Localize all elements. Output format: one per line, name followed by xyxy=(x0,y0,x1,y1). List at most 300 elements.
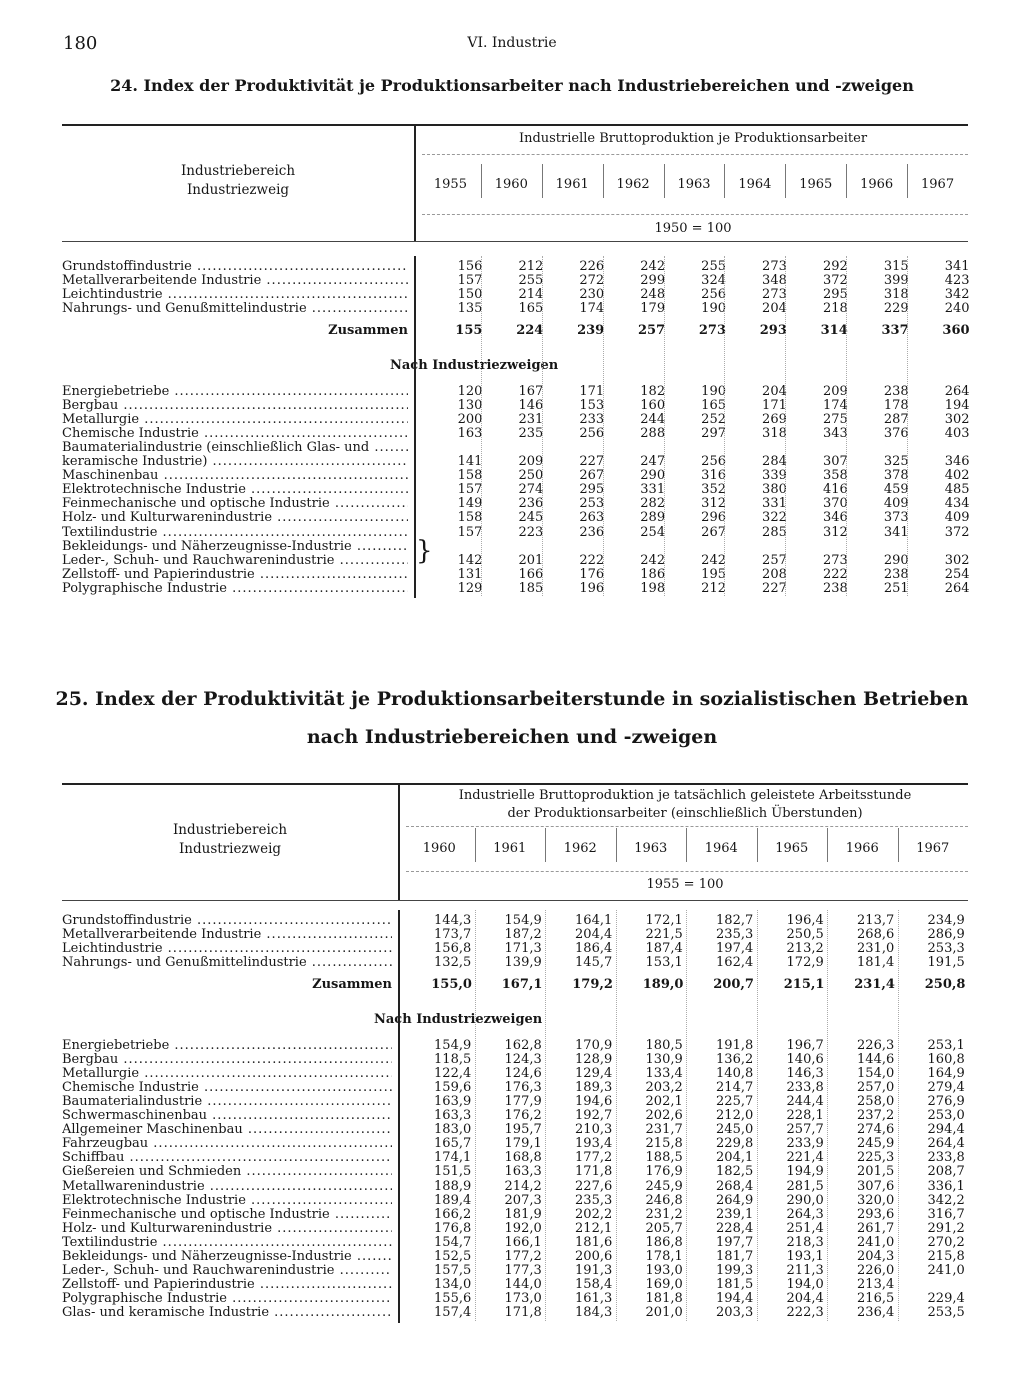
year-header: 1965 xyxy=(799,177,833,192)
cell-value: 322 xyxy=(762,510,787,526)
cell-value: 144,0 xyxy=(504,1277,542,1293)
cell-value: 156,8 xyxy=(434,941,472,957)
cell-value: 209 xyxy=(822,383,848,399)
cell-value: 273 xyxy=(762,259,787,274)
cell-value: 242 xyxy=(640,259,666,274)
year-header: 1962 xyxy=(563,841,597,856)
year-header: 1967 xyxy=(921,177,955,192)
cell-value: 163,3 xyxy=(504,1164,542,1180)
cell-value: 188,5 xyxy=(645,1150,683,1166)
table-row xyxy=(62,1180,968,1194)
table-row xyxy=(62,1053,968,1067)
cell-value: 176,9 xyxy=(645,1164,683,1180)
table-top-rule xyxy=(62,124,968,126)
total-row xyxy=(62,978,968,992)
cell-value: 179,1 xyxy=(504,1136,542,1152)
year-rule xyxy=(422,214,968,215)
cell-value: 181,6 xyxy=(575,1234,613,1250)
cell-value: 166,2 xyxy=(434,1206,472,1222)
cell-value: 245,9 xyxy=(645,1178,683,1194)
cell-value: 120 xyxy=(457,383,483,399)
column-separator xyxy=(545,910,546,1321)
cell-value: 348 xyxy=(762,273,787,289)
year-header: 1963 xyxy=(634,841,668,856)
row-label: Zellstoff- und Papierindustrie ..... xyxy=(62,1278,392,1292)
cell-value: 315 xyxy=(883,259,909,274)
row-label: Baumaterialindustrie (einschließlich Glas- und ..... xyxy=(62,441,408,455)
table-row xyxy=(62,427,968,441)
cell-value: 236 xyxy=(579,524,605,540)
column-separator xyxy=(898,910,899,1321)
cell-value: 293,6 xyxy=(857,1206,895,1222)
cell-value: 172,1 xyxy=(645,913,683,928)
cell-value: 194,9 xyxy=(786,1164,824,1180)
cell-value: 257 xyxy=(762,552,787,568)
cell-value: 153,1 xyxy=(645,955,683,971)
cell-value: 256 xyxy=(701,454,726,469)
cell-value: 287 xyxy=(883,411,909,427)
cell-value: 181,8 xyxy=(645,1291,683,1307)
cell-value: 185 xyxy=(518,580,544,596)
cell-value: 179,2 xyxy=(572,977,613,993)
year-header: 1963 xyxy=(677,177,711,192)
cell-value: 195 xyxy=(701,566,726,582)
cell-value: 485 xyxy=(944,482,970,498)
table-row xyxy=(62,260,968,274)
cell-value: 227 xyxy=(762,580,787,596)
stub-header-zweig: Industriezweig xyxy=(178,841,282,857)
cell-value: 160,8 xyxy=(927,1051,965,1067)
cell-value: 180,5 xyxy=(645,1037,683,1053)
cell-value: 164,9 xyxy=(927,1065,965,1081)
row-label: Feinmechanische und optische Industrie ..... xyxy=(62,497,408,511)
row-label: Metallwarenindustrie ..... xyxy=(62,1180,392,1194)
cell-value: 279,4 xyxy=(927,1079,965,1095)
stub-header-bereich: Industriebereich xyxy=(180,163,296,179)
column-separator xyxy=(757,910,758,1321)
cell-value: 342,2 xyxy=(927,1192,965,1208)
cell-value: 253 xyxy=(579,496,605,512)
cell-value: 178,1 xyxy=(645,1249,683,1264)
cell-value: 250,5 xyxy=(786,927,824,943)
cell-value: 245 xyxy=(518,510,544,526)
column-separator xyxy=(724,164,725,198)
cell-value: 221,5 xyxy=(645,927,683,943)
cell-value: 273 xyxy=(822,552,848,568)
cell-value: 337 xyxy=(881,323,909,339)
cell-value: 254 xyxy=(944,566,970,582)
cell-value: 181,7 xyxy=(716,1249,754,1264)
table-row xyxy=(62,497,968,511)
column-separator xyxy=(616,910,617,1321)
cell-value: 163,9 xyxy=(434,1093,472,1109)
cell-value: 240 xyxy=(944,301,970,317)
column-separator xyxy=(542,164,543,198)
cell-value: 268,4 xyxy=(716,1178,754,1194)
cell-value: 360 xyxy=(942,323,970,339)
cell-value: 144,3 xyxy=(434,913,472,928)
cell-value: 293 xyxy=(759,323,787,339)
cell-value: 186,4 xyxy=(575,941,613,957)
year-header: 1961 xyxy=(555,177,589,192)
cell-value: 295 xyxy=(822,287,848,303)
row-label: Maschinenbau ..... xyxy=(62,469,408,483)
table-row xyxy=(62,1306,968,1320)
cell-value: 139,9 xyxy=(504,955,542,971)
year-rule xyxy=(406,871,968,872)
cell-value: 459 xyxy=(883,482,909,498)
cell-value: 238 xyxy=(883,566,909,582)
cell-value: 140,6 xyxy=(786,1051,824,1067)
stub-header xyxy=(62,162,414,200)
cell-value: 194,0 xyxy=(786,1277,824,1293)
cell-value: 179 xyxy=(640,301,666,317)
cell-value: 256 xyxy=(579,425,605,441)
cell-value: 222 xyxy=(822,566,848,582)
cell-value: 399 xyxy=(883,273,909,289)
cell-value: 296 xyxy=(701,510,726,526)
cell-value: 124,3 xyxy=(504,1051,542,1067)
table-row xyxy=(62,511,968,525)
cell-value: 273 xyxy=(698,323,726,339)
page-number: 180 xyxy=(63,33,98,54)
cell-value: 318 xyxy=(762,425,787,441)
cell-value: 272 xyxy=(579,273,605,289)
cell-value: 286,9 xyxy=(927,927,965,943)
cell-value: 201,5 xyxy=(857,1164,895,1180)
cell-value: 177,2 xyxy=(575,1150,613,1166)
column-separator xyxy=(603,164,604,198)
cell-value: 176 xyxy=(579,566,605,582)
row-label: Allgemeiner Maschinenbau ..... xyxy=(62,1123,392,1137)
cell-value: 199,3 xyxy=(716,1263,754,1279)
cell-value: 235 xyxy=(518,425,544,441)
column-separator xyxy=(664,164,665,198)
row-label: Bergbau ..... xyxy=(62,399,408,413)
table-25-title-line-2: nach Industriebereichen und -zweigen xyxy=(306,726,718,748)
cell-value: 238 xyxy=(883,383,909,399)
cell-value: 204 xyxy=(762,383,787,399)
cell-value: 196 xyxy=(579,580,605,596)
cell-value: 130 xyxy=(457,397,483,413)
stub-divider-body xyxy=(398,910,400,1323)
cell-value: 204,4 xyxy=(786,1291,824,1307)
cell-value: 214 xyxy=(518,287,544,303)
base-label: 1950 = 100 xyxy=(654,221,732,236)
cell-value: 133,4 xyxy=(645,1065,683,1081)
cell-value: 248 xyxy=(640,287,666,303)
cell-value: 244 xyxy=(640,411,666,427)
column-separator xyxy=(686,910,687,1321)
cell-value: 226,3 xyxy=(857,1037,895,1053)
cell-value: 176,8 xyxy=(434,1220,472,1236)
cell-value: 341 xyxy=(944,259,970,274)
cell-value: 290 xyxy=(640,468,666,484)
column-separator xyxy=(827,910,828,1321)
cell-value: 239 xyxy=(577,323,605,339)
row-label: Metallverarbeitende Industrie ..... xyxy=(62,928,392,942)
cell-value: 158,4 xyxy=(575,1277,613,1293)
cell-value: 235,3 xyxy=(575,1192,613,1208)
column-separator xyxy=(757,828,758,862)
cell-value: 204,4 xyxy=(575,927,613,943)
row-label: Baumaterialindustrie ..... xyxy=(62,1095,392,1109)
cell-value: 292 xyxy=(822,259,848,274)
cell-value: 129,4 xyxy=(575,1065,613,1081)
cell-value: 131 xyxy=(457,566,483,582)
cell-value: 195,7 xyxy=(504,1122,542,1138)
cell-value: 229 xyxy=(883,301,909,317)
cell-value: 207,3 xyxy=(504,1192,542,1208)
cell-value: 167 xyxy=(518,383,544,399)
year-header: 1964 xyxy=(738,177,772,192)
row-label: Nahrungs- und Genußmittelindustrie ..... xyxy=(62,302,408,316)
cell-value: 128,9 xyxy=(575,1051,613,1067)
cell-value: 264,3 xyxy=(786,1206,824,1222)
cell-value: 234,9 xyxy=(927,913,965,928)
cell-value: 290 xyxy=(883,552,909,568)
cell-value: 210,3 xyxy=(575,1122,613,1138)
row-label: Schwermaschinenbau ..... xyxy=(62,1109,392,1123)
cell-value: 155,0 xyxy=(431,977,472,993)
cell-value: 190 xyxy=(701,301,726,317)
year-header: 1961 xyxy=(493,841,527,856)
cell-value: 222,3 xyxy=(786,1305,824,1321)
cell-value: 171,8 xyxy=(575,1164,613,1180)
table-row xyxy=(62,483,968,497)
cell-value: 291,2 xyxy=(927,1220,965,1236)
row-label: Grundstoffindustrie ..... xyxy=(62,260,408,274)
cell-value: 193,0 xyxy=(645,1263,683,1279)
cell-value: 247 xyxy=(640,454,666,469)
cell-value: 238 xyxy=(822,580,848,596)
cell-value: 182 xyxy=(640,383,666,399)
table-row xyxy=(62,956,968,970)
cell-value: 162,4 xyxy=(716,955,754,971)
cell-value: 336,1 xyxy=(927,1178,965,1194)
year-header: 1967 xyxy=(916,841,950,856)
cell-value: 157 xyxy=(457,273,483,289)
cell-value: 154,0 xyxy=(857,1065,895,1081)
cell-value: 135 xyxy=(457,301,483,317)
column-separator xyxy=(475,910,476,1321)
cell-value: 191,5 xyxy=(927,955,965,971)
column-separator xyxy=(846,256,847,596)
cell-value: 204,3 xyxy=(857,1249,895,1264)
row-label: Metallverarbeitende Industrie ..... xyxy=(62,274,408,288)
cell-value: 257 xyxy=(637,323,666,339)
cell-value: 231,7 xyxy=(645,1122,683,1138)
cell-value: 154,7 xyxy=(434,1234,472,1250)
cell-value: 227 xyxy=(579,454,605,469)
table-row xyxy=(62,914,968,928)
column-separator xyxy=(686,828,687,862)
row-label: Zellstoff- und Papierindustrie ..... xyxy=(62,568,408,582)
cell-value: 168,8 xyxy=(504,1150,542,1166)
column-separator xyxy=(475,828,476,862)
cell-value: 159,6 xyxy=(434,1079,472,1095)
table-row xyxy=(62,1208,968,1222)
cell-value: 141 xyxy=(457,454,483,469)
cell-value: 149 xyxy=(457,496,483,512)
cell-value: 200 xyxy=(457,411,483,427)
cell-value: 171 xyxy=(762,397,787,413)
cell-value: 241,0 xyxy=(927,1263,965,1279)
cell-value: 165 xyxy=(518,301,544,317)
column-separator xyxy=(785,256,786,596)
span-header-line-1: Industrielle Bruttoproduktion je tatsächlich geleistete Arbeitsstunde xyxy=(458,788,912,803)
cell-value: 213,4 xyxy=(857,1277,895,1293)
column-separator xyxy=(664,256,665,596)
cell-value: 346 xyxy=(822,510,848,526)
row-label: Fahrzeugbau ..... xyxy=(62,1137,392,1151)
cell-value: 302 xyxy=(944,552,970,568)
cell-value: 233,9 xyxy=(786,1136,824,1152)
cell-value: 373 xyxy=(883,510,909,526)
cell-value: 198 xyxy=(640,580,666,596)
cell-value: 171,8 xyxy=(504,1305,542,1321)
cell-value: 229,4 xyxy=(927,1291,965,1307)
cell-value: 146 xyxy=(518,397,544,413)
table-row xyxy=(62,1278,968,1292)
cell-value: 203,2 xyxy=(645,1079,683,1095)
column-separator xyxy=(603,256,604,596)
cell-value: 434 xyxy=(944,496,970,512)
cell-value: 241,0 xyxy=(857,1234,895,1250)
cell-value: 197,4 xyxy=(716,941,754,957)
row-label: Leichtindustrie ..... xyxy=(62,942,392,956)
cell-value: 140,8 xyxy=(716,1065,754,1081)
cell-value: 228,1 xyxy=(786,1108,824,1123)
table-row xyxy=(62,928,968,942)
cell-value: 264 xyxy=(944,383,970,399)
cell-value: 191,3 xyxy=(575,1263,613,1279)
cell-value: 236,4 xyxy=(857,1305,895,1321)
cell-value: 157 xyxy=(457,524,483,540)
row-label: Elektrotechnische Industrie ..... xyxy=(62,1194,392,1208)
base-label: 1955 = 100 xyxy=(646,877,724,892)
cell-value: 295 xyxy=(579,482,605,498)
cell-value: 242 xyxy=(640,552,666,568)
cell-value: 316,7 xyxy=(927,1206,965,1222)
row-label: Glas- und keramische Industrie ..... xyxy=(62,1306,392,1320)
cell-value: 197,7 xyxy=(716,1234,754,1250)
table-row xyxy=(62,1137,968,1151)
table-row xyxy=(62,399,968,413)
cell-value: 264 xyxy=(944,580,970,596)
cell-value: 227,6 xyxy=(575,1178,613,1194)
cell-value: 177,9 xyxy=(504,1093,542,1109)
cell-value: 289 xyxy=(640,510,666,526)
cell-value: 173,0 xyxy=(504,1291,542,1307)
cell-value: 331 xyxy=(640,482,666,498)
table-row xyxy=(62,1067,968,1081)
table-row xyxy=(62,1151,968,1165)
cell-value: 204 xyxy=(762,301,787,317)
cell-value: 188,9 xyxy=(434,1178,472,1194)
cell-value: 225,3 xyxy=(857,1150,895,1166)
cell-value: 205,7 xyxy=(645,1220,683,1236)
cell-value: 302 xyxy=(944,411,970,427)
table-row xyxy=(62,413,968,427)
row-label: Chemische Industrie ..... xyxy=(62,427,408,441)
cell-value: 264,4 xyxy=(927,1136,965,1152)
table-row xyxy=(62,942,968,956)
cell-value: 202,6 xyxy=(645,1108,683,1123)
cell-value: 274 xyxy=(518,482,544,498)
column-separator xyxy=(907,256,908,596)
cell-value: 122,4 xyxy=(434,1065,472,1081)
column-separator xyxy=(542,256,543,596)
header-bottom-rule xyxy=(62,241,968,242)
cell-value: 257,0 xyxy=(857,1079,895,1095)
stub-header-bereich: Industriebereich xyxy=(172,822,288,838)
cell-value: 162,8 xyxy=(504,1037,542,1053)
cell-value: 269 xyxy=(762,411,787,427)
cell-value: 176,3 xyxy=(504,1079,542,1095)
cell-value: 231,0 xyxy=(857,941,895,957)
cell-value: 294,4 xyxy=(927,1122,965,1138)
cell-value: 218 xyxy=(822,301,848,317)
cell-value: 184,3 xyxy=(575,1305,613,1321)
cell-value: 157 xyxy=(457,482,483,498)
cell-value: 376 xyxy=(883,425,909,441)
cell-value: 275 xyxy=(822,411,848,427)
table-row xyxy=(62,1250,968,1264)
cell-value: 229,8 xyxy=(716,1136,754,1152)
cell-value: 166 xyxy=(518,566,544,582)
span-header: Industrielle Bruttoproduktion je Produktionsarbeiter xyxy=(518,131,868,146)
cell-value: 144,6 xyxy=(857,1051,895,1067)
stub-divider xyxy=(414,126,416,242)
cell-value: 118,5 xyxy=(434,1051,472,1067)
cell-value: 239,1 xyxy=(716,1206,754,1222)
cell-value: 215,8 xyxy=(927,1249,965,1264)
cell-value: 416 xyxy=(822,482,848,498)
cell-value: 231,4 xyxy=(854,977,895,993)
cell-value: 254 xyxy=(640,524,666,540)
cell-value: 130,9 xyxy=(645,1051,683,1067)
cell-value: 214,2 xyxy=(504,1178,542,1194)
row-label: Leichtindustrie ..... xyxy=(62,288,408,302)
cell-value: 171,3 xyxy=(504,941,542,957)
table-row xyxy=(62,1109,968,1123)
cell-value: 174,1 xyxy=(434,1150,472,1166)
column-separator xyxy=(846,164,847,198)
cell-value: 132,5 xyxy=(434,955,472,971)
cell-value: 403 xyxy=(944,425,970,441)
cell-value: 211,3 xyxy=(786,1263,824,1279)
cell-value: 268,6 xyxy=(857,927,895,943)
cell-value: 208,7 xyxy=(927,1164,965,1180)
table-row xyxy=(62,385,968,399)
row-label: Metallurgie ..... xyxy=(62,413,408,427)
cell-value: 370 xyxy=(822,496,848,512)
cell-value: 225,7 xyxy=(716,1093,754,1109)
row-label: keramische Industrie) ..... xyxy=(62,455,408,469)
row-label: Polygraphische Industrie ..... xyxy=(62,582,408,596)
cell-value: 154,9 xyxy=(504,913,542,928)
cell-value: 255 xyxy=(701,259,726,274)
cell-value: 342 xyxy=(944,287,970,303)
cell-value: 192,7 xyxy=(575,1108,613,1123)
cell-value: 324 xyxy=(701,273,726,289)
total-label: Zusammen xyxy=(312,978,392,993)
table-row xyxy=(62,288,968,302)
cell-value: 209 xyxy=(518,454,544,469)
cell-value: 202,1 xyxy=(645,1093,683,1109)
cell-value: 151,5 xyxy=(434,1164,472,1180)
